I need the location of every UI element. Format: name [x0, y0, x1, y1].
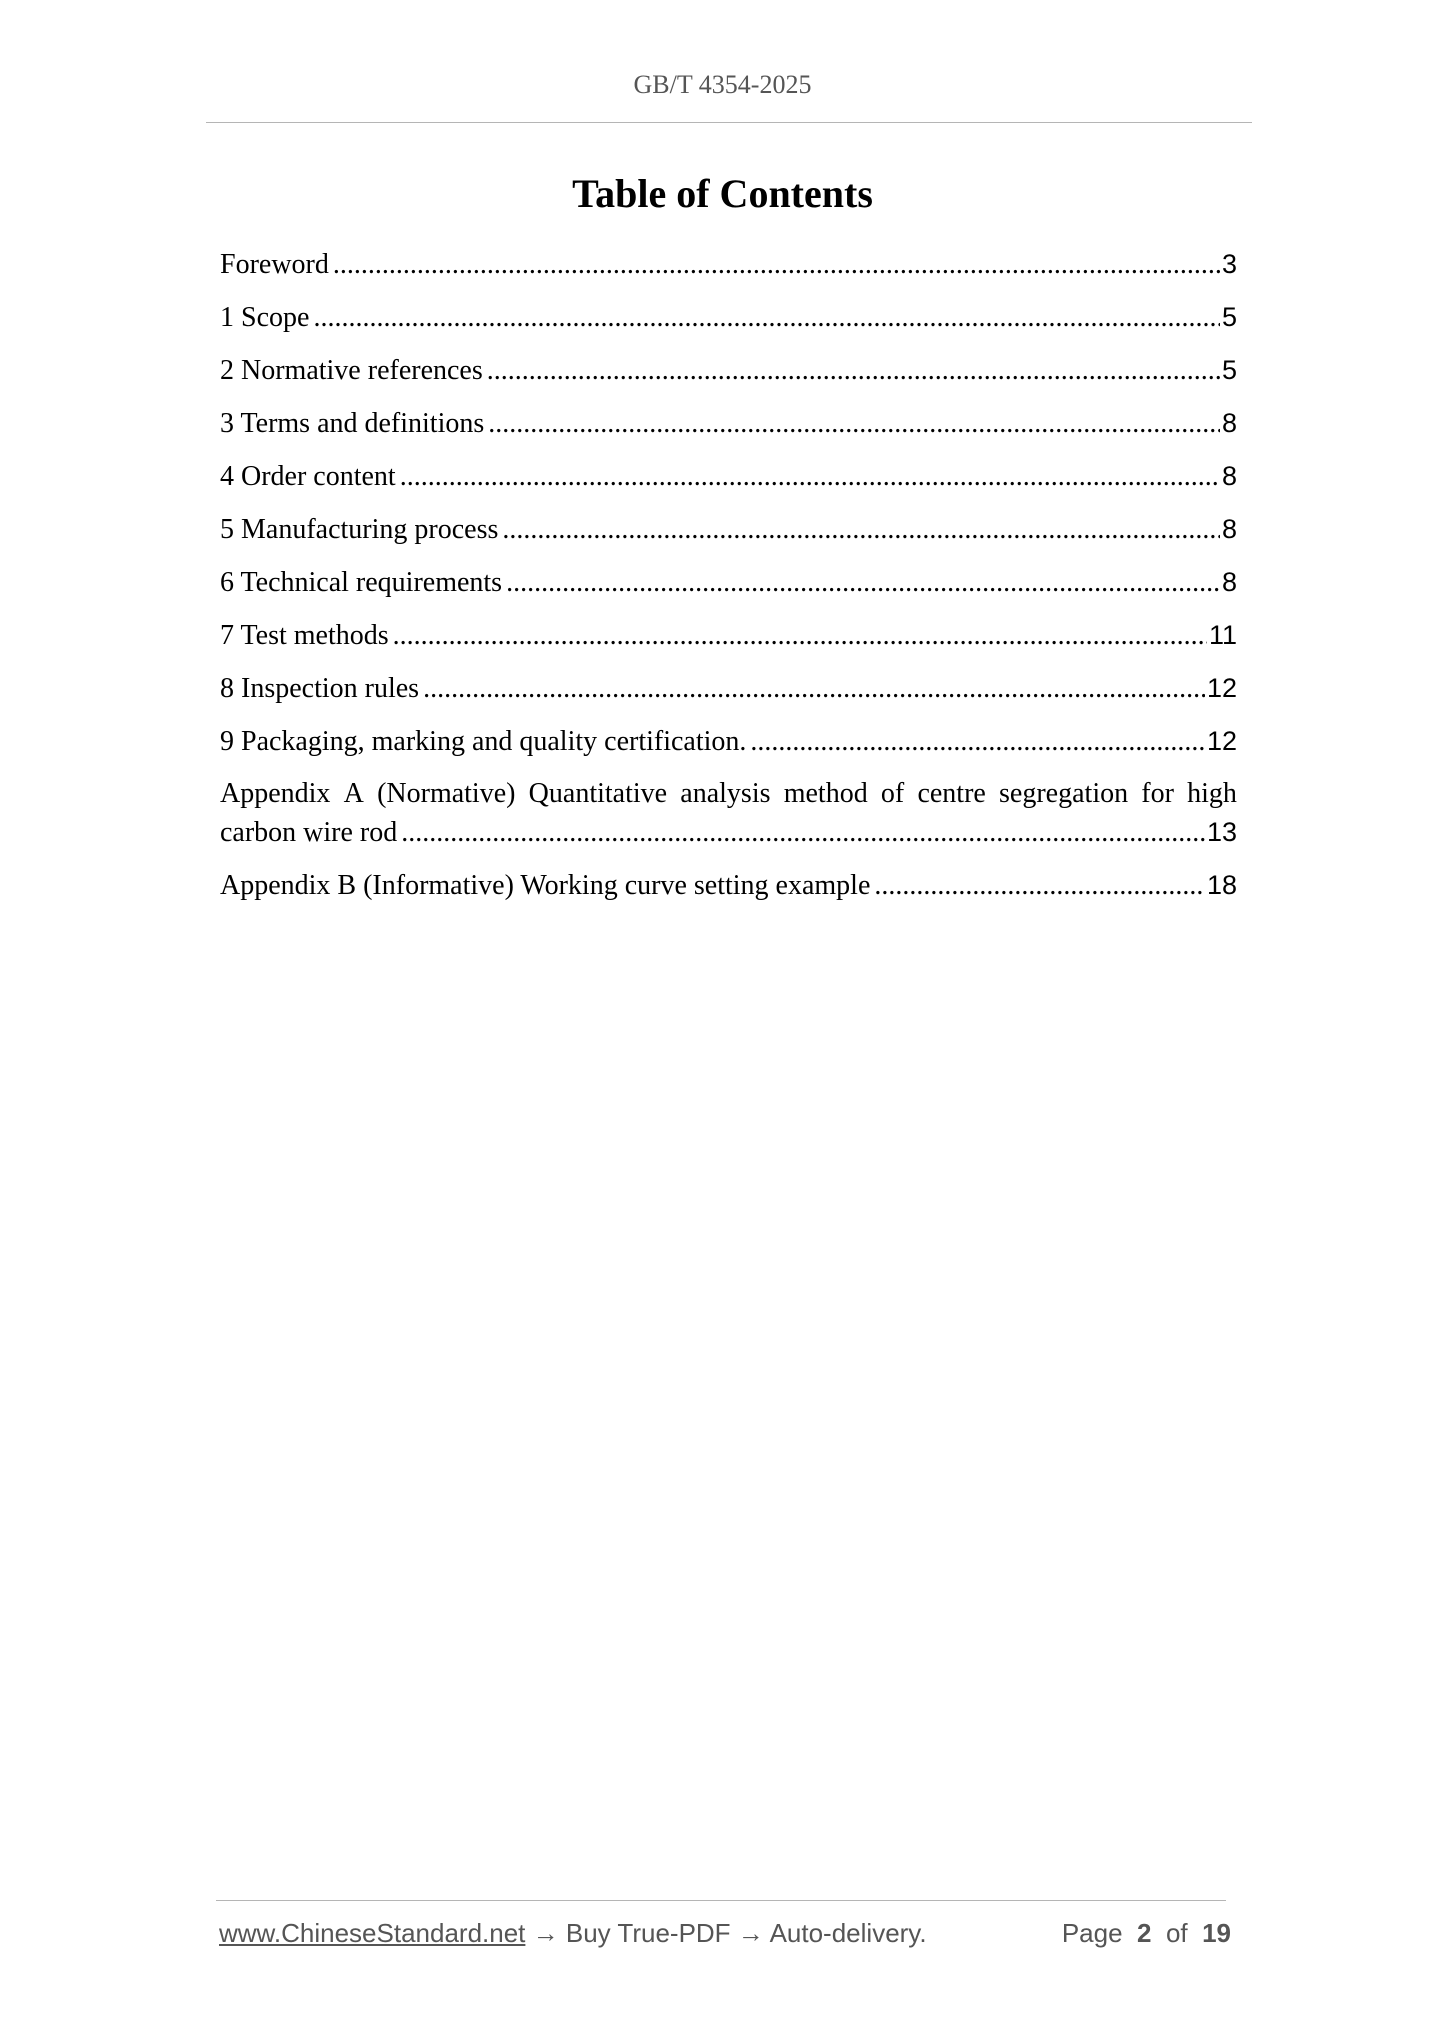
toc-entry-page: 12 [1206, 726, 1237, 756]
toc-entry-page: 8 [1221, 514, 1237, 544]
toc-entry-appendix-b[interactable] [220, 866, 1237, 919]
toc-word: high [1187, 778, 1237, 809]
toc-entry-foreword[interactable] [220, 245, 1237, 298]
toc-entry-page: 5 [1221, 355, 1237, 385]
dot-leader [393, 617, 1207, 655]
toc-entry-order-content[interactable] [220, 457, 1237, 510]
dot-leader [487, 352, 1220, 390]
dot-leader [874, 867, 1205, 905]
toc-entry-label: Foreword [220, 249, 329, 280]
toc-word: for [1141, 778, 1174, 809]
dot-leader [423, 670, 1205, 708]
toc-entry-normative-references[interactable] [220, 351, 1237, 404]
toc-word: of [880, 778, 905, 809]
toc-entry-page: 13 [1206, 817, 1237, 847]
toc-word: segregation [999, 778, 1129, 809]
page-footer [219, 1918, 1231, 1949]
toc-entry-label-line2 [220, 813, 1237, 852]
toc-entry-page: 8 [1221, 567, 1237, 597]
toc-entry-page: 5 [1221, 302, 1237, 332]
site-link[interactable]: www.ChineseStandard.net [219, 1918, 526, 1948]
toc-word: A [343, 778, 364, 809]
toc-entry-manufacturing-process[interactable] [220, 510, 1237, 563]
dot-leader [400, 458, 1220, 496]
dot-leader [401, 814, 1205, 852]
toc-entry-label: 5 Manufacturing process [220, 514, 499, 545]
toc-entry-label: 9 Packaging, marking and quality certification. [220, 726, 747, 757]
toc-entry-label: 1 Scope [220, 302, 310, 333]
toc-entry-label: carbon wire rod [220, 817, 398, 848]
toc-word: Appendix [220, 778, 331, 809]
page-number [1062, 1918, 1231, 1949]
footer-divider [216, 1900, 1226, 1901]
page-total: 19 [1202, 1918, 1231, 1948]
toc-word: method [783, 778, 868, 809]
footer-promo [219, 1918, 927, 1949]
toc-entry-scope[interactable] [220, 298, 1237, 351]
toc-entry-label: 8 Inspection rules [220, 673, 420, 704]
dot-leader [506, 564, 1220, 602]
toc-entry-page: 3 [1221, 249, 1237, 279]
toc-word: Quantitative [528, 778, 668, 809]
toc-word: centre [917, 778, 986, 809]
toc-entry-label: 3 Terms and definitions [220, 408, 485, 439]
toc-entry-page: 8 [1221, 408, 1237, 438]
toc-entry-page: 8 [1221, 461, 1237, 491]
dot-leader [750, 723, 1205, 761]
toc-entry-page: 11 [1208, 620, 1237, 650]
dot-leader [333, 246, 1220, 284]
page-of: of [1165, 1918, 1188, 1948]
toc-entry-appendix-a[interactable] [220, 775, 1237, 866]
toc-entry-terms-definitions[interactable] [220, 404, 1237, 457]
dot-leader [488, 405, 1220, 443]
page-title: Table of Contents [572, 171, 873, 216]
toc-entry-technical-requirements[interactable] [220, 563, 1237, 616]
running-header: GB/T 4354-2025 [633, 70, 812, 99]
toc-entry-test-methods[interactable] [220, 616, 1237, 669]
toc-entry-label-line1 [220, 775, 1237, 813]
toc-entry-label: 2 Normative references [220, 355, 483, 386]
toc-entry-label: Appendix B (Informative) Working curve setting example [220, 870, 871, 901]
toc-entry-label: 6 Technical requirements [220, 567, 503, 598]
header-divider [206, 122, 1252, 123]
toc-word: (Normative) [377, 778, 516, 809]
toc-entry-label: 7 Test methods [220, 620, 389, 651]
toc-word: analysis [680, 778, 771, 809]
toc-entry-page: 18 [1206, 870, 1237, 900]
table-of-contents [220, 245, 1237, 919]
toc-entry-page: 12 [1206, 673, 1237, 703]
toc-entry-label: 4 Order content [220, 461, 396, 492]
toc-entry-inspection-rules[interactable] [220, 669, 1237, 722]
dot-leader [313, 299, 1220, 337]
dot-leader [502, 511, 1220, 549]
footer-tagline: → Buy True-PDF → Auto-delivery. [525, 1918, 927, 1948]
page-current: 2 [1137, 1918, 1152, 1948]
page-word: Page [1061, 1918, 1123, 1948]
toc-entry-packaging-marking[interactable] [220, 722, 1237, 775]
